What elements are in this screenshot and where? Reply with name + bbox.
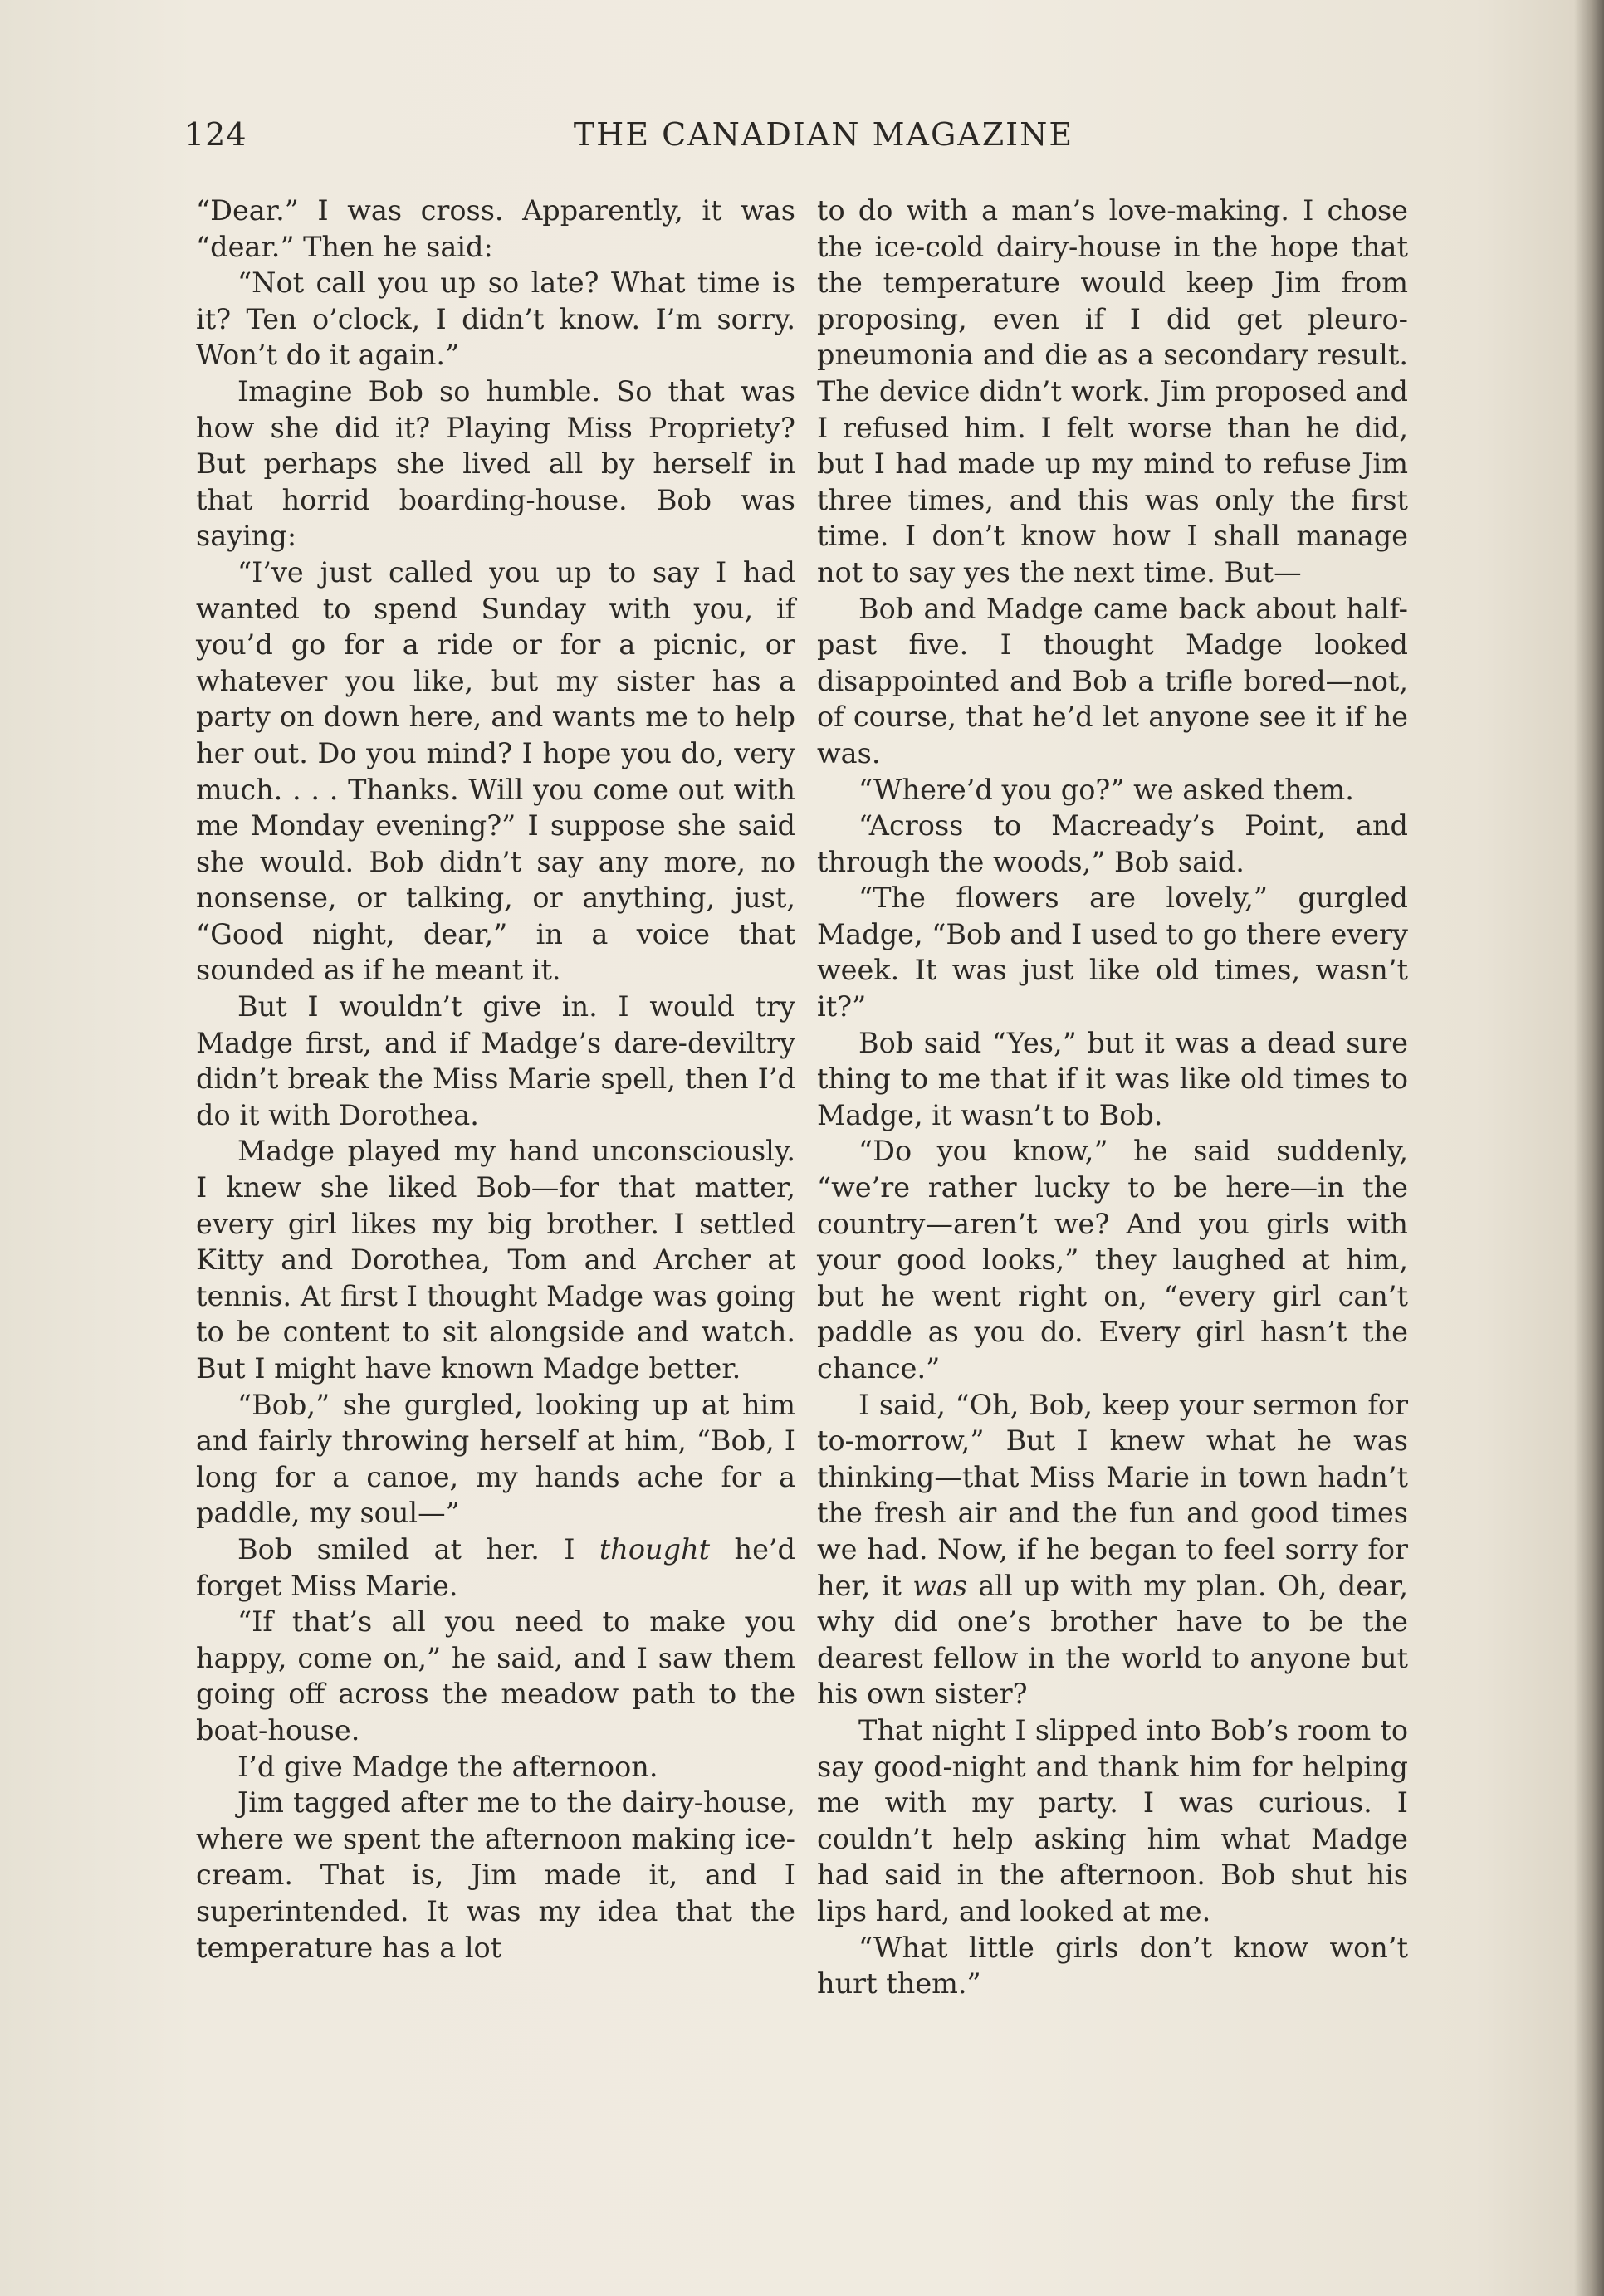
paragraph: I’d give Madge the afternoon.	[237, 1750, 658, 1783]
paragraph: “What little girls don’t know won’t hurt them.”	[817, 1931, 1408, 2000]
paragraph-with-italic	[196, 1531, 795, 1604]
italic-word: was	[912, 1569, 968, 1602]
paragraph: That night I slipped into Bob’s room to say good-night and thank him for helping me with my party. I was curious. I couldn’t help asking him what Madge had said in the afternoon. Bob shut his lips hard, and looked at me.	[817, 1713, 1408, 1927]
paragraph: Bob and Madge came back about half-past five. I thought Madge looked disappointed and Bob a trifle bored—not, of course, that he’d let anyone see it if he was.	[817, 592, 1408, 769]
left-column	[196, 193, 795, 1966]
paragraph: Madge played my hand unconsciously. I knew she liked Bob—for that matter, every girl likes my big brother. I settled Kitty and Dorothea, Tom and Archer at tennis. At first I thought Madge was going to be content to sit alongside and watch. But I might have known Madge better.	[196, 1135, 795, 1385]
page-header	[184, 116, 1430, 166]
paragraph: “If that’s all you need to make you happy, come on,” he said, and I saw them going off across the meadow path to the boat-house.	[196, 1605, 795, 1746]
italic-word: thought	[599, 1532, 711, 1566]
paragraph-with-italic	[817, 1387, 1408, 1712]
right-column	[817, 193, 1408, 2002]
page-binding-shadow	[1574, 0, 1604, 2296]
paragraph: Jim tagged after me to the dairy-house, where we spent the afternoon making ice-cream. That is, Jim made it, and I superintended. It was my idea that the temperature has a lot	[196, 1786, 795, 1964]
paragraph: to do with a man’s love-making. I chose the ice-cold dairy-house in the hope that the temperature would keep Jim from proposing, even if I did get pleuro-pneumonia and die as a secondary result. The device didn’t work. Jim proposed and I refused him. I felt worse than he did, but I had made up my mind to refuse Jim three times, and this was only the first time. I don’t know how I shall manage not to say yes the next time. But—	[817, 194, 1408, 589]
paragraph: “Across to Macready’s Point, and through the woods,” Bob said.	[817, 809, 1408, 878]
paragraph: But I wouldn’t give in. I would try Madge first, and if Madge’s dare-deviltry didn’t break the Miss Marie spell, then I’d do it with Dorothea.	[196, 990, 795, 1131]
paragraph-start: Bob smiled at her. I	[237, 1532, 599, 1566]
paragraph-start: I said, “Oh, Bob, keep your sermon for to-morrow,” But I knew what he was thinking—that Miss Marie in town hadn’t the fresh air and the fun and good times we had. Now, if he began to feel sorry for her, it	[817, 1388, 1408, 1602]
page-number: 124	[184, 116, 247, 153]
paragraph: “Bob,” she gurgled, looking up at him and fairly throwing herself at him, “Bob, I long for a canoe, my hands ache for a paddle, my soul—”	[196, 1388, 795, 1530]
paragraph-end: all up with my plan. Oh, dear, why did one’s brother have to be the dearest fellow in the world to anyone but his own sister?	[817, 1569, 1408, 1711]
paragraph: “The flowers are lovely,” gurgled Madge, “Bob and I used to go there every week. It was just like old times, wasn’t it?”	[817, 882, 1408, 1023]
paragraph-end: he’d forget Miss Marie.	[196, 1532, 795, 1602]
running-title: THE CANADIAN MAGAZINE	[573, 116, 1074, 153]
paragraph: Bob said “Yes,” but it was a dead sure thing to me that if it was like old times to Madge, it wasn’t to Bob.	[817, 1026, 1408, 1131]
paragraph: “Not call you up so late? What time is it? Ten o’clock, I didn’t know. I’m sorry. Won’t do it again.”	[196, 266, 795, 372]
paragraph: “Dear.” I was cross. Apparently, it was “dear.” Then he said:	[196, 194, 795, 263]
paragraph: “Do you know,” he said suddenly, “we’re rather lucky to be here—in the country—aren’t we? And you girls with your good looks,” they laughed at him, but he went right on, “every girl can’t paddle as you do. Every girl hasn’t the chance.”	[817, 1135, 1408, 1385]
paragraph: “I’ve just called you up to say I had wanted to spend Sunday with you, if you’d go for a ride or for a picnic, or whatever you like, but my sister has a party on down here, and wants me to help her out. Do you mind? I hope you do, very much. . . . Thanks. Will you come out with me Monday evening?” I suppose she said she would. Bob didn’t say any more, no nonsense, or talking, or anything, just, “Good night, dear,” in a voice that sounded as if he meant it.	[196, 555, 795, 987]
paragraph: “Where’d you go?” we asked them.	[858, 773, 1354, 806]
paragraph: Imagine Bob so humble. So that was how she did it? Playing Miss Propriety? But perhaps she lived all by herself in that horrid boarding-house. Bob was saying:	[196, 374, 795, 553]
